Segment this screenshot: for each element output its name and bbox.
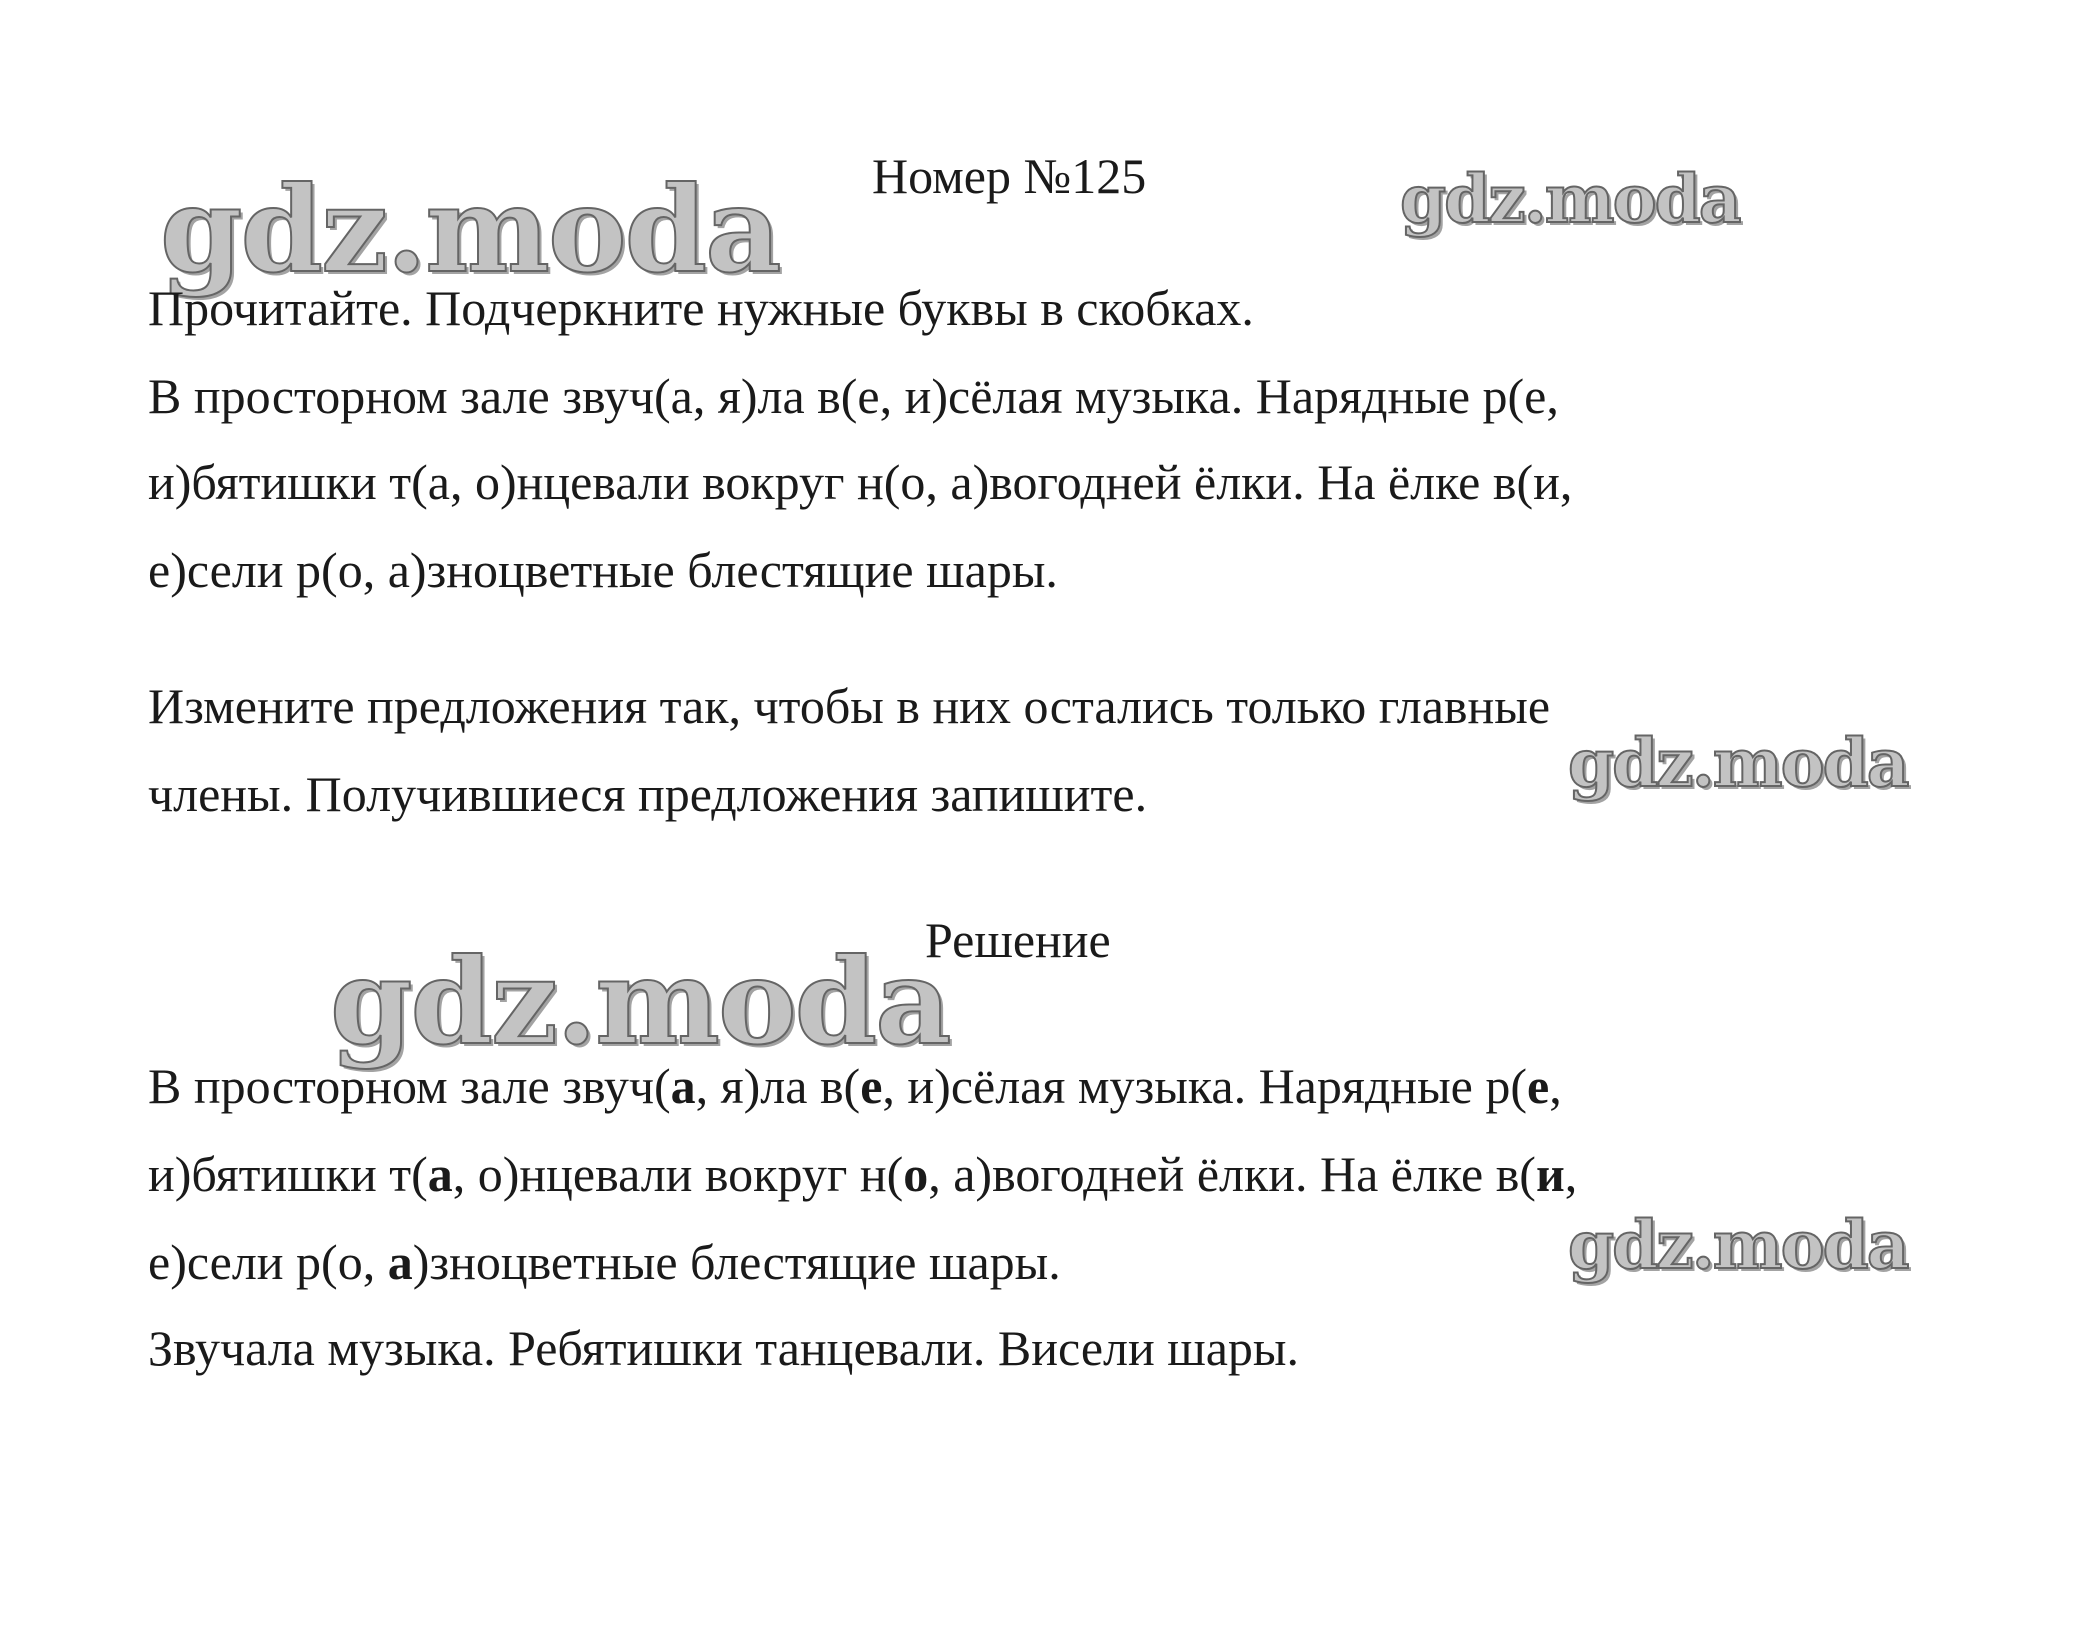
solution-text: , xyxy=(1564,1146,1578,1202)
task-text-line: В просторном зале звуч(а, я)ла в(е, и)сёлая музыка. Нарядные р(е, xyxy=(148,368,1559,424)
solution-text: , xyxy=(1549,1058,1562,1114)
solution-text: и)бятишки т( xyxy=(148,1146,428,1202)
solution-text: , а)вогодней ёлки. На ёлке в( xyxy=(928,1146,1536,1202)
answer-letter: а xyxy=(670,1058,696,1114)
task-number-title: Номер №125 xyxy=(872,148,1147,204)
solution-heading: Решение xyxy=(925,912,1111,968)
solution-text: )зноцветные блестящие шары. xyxy=(412,1234,1061,1290)
solution-text: , о)нцевали вокруг н( xyxy=(452,1146,904,1202)
watermark-logo: gdz.moda xyxy=(160,160,780,299)
task-text-line: и)бятишки т(а, о)нцевали вокруг н(о, а)вогодней ёлки. На ёлке в(и, xyxy=(148,454,1573,510)
task-instruction-2: Измените предложения так, чтобы в них остались только главные xyxy=(148,678,1551,734)
solution-line xyxy=(148,1232,1061,1292)
solution-text: , я)ла в( xyxy=(695,1058,861,1114)
solution-line xyxy=(148,1056,1562,1116)
answer-letter: и xyxy=(1535,1146,1565,1202)
answer-letter: е xyxy=(860,1058,883,1114)
watermark-logo: gdz.moda xyxy=(1568,724,1908,802)
answer-letter: а xyxy=(387,1234,413,1290)
answer-letter: а xyxy=(427,1146,453,1202)
task-instruction: Прочитайте. Подчеркните нужные буквы в скобках. xyxy=(148,280,1254,336)
task-instruction-2: члены. Получившиеся предложения запишите. xyxy=(148,766,1148,822)
watermark-logo: gdz.moda xyxy=(1568,1206,1908,1284)
solution-text: В просторном зале звуч( xyxy=(148,1058,671,1114)
task-text-line: е)сели р(о, а)зноцветные блестящие шары. xyxy=(148,542,1058,598)
answer-letter: е xyxy=(1527,1058,1550,1114)
watermark-logo: gdz.moda xyxy=(330,932,950,1071)
solution-text: , и)сёлая музыка. Нарядные р( xyxy=(882,1058,1528,1114)
solution-text: е)сели р(о, xyxy=(148,1234,388,1290)
watermark-logo: gdz.moda xyxy=(1400,160,1740,238)
answer-letter: о xyxy=(903,1146,929,1202)
solution-answer: Звучала музыка. Ребятишки танцевали. Висели шары. xyxy=(148,1320,1300,1376)
solution-line xyxy=(148,1144,1577,1204)
